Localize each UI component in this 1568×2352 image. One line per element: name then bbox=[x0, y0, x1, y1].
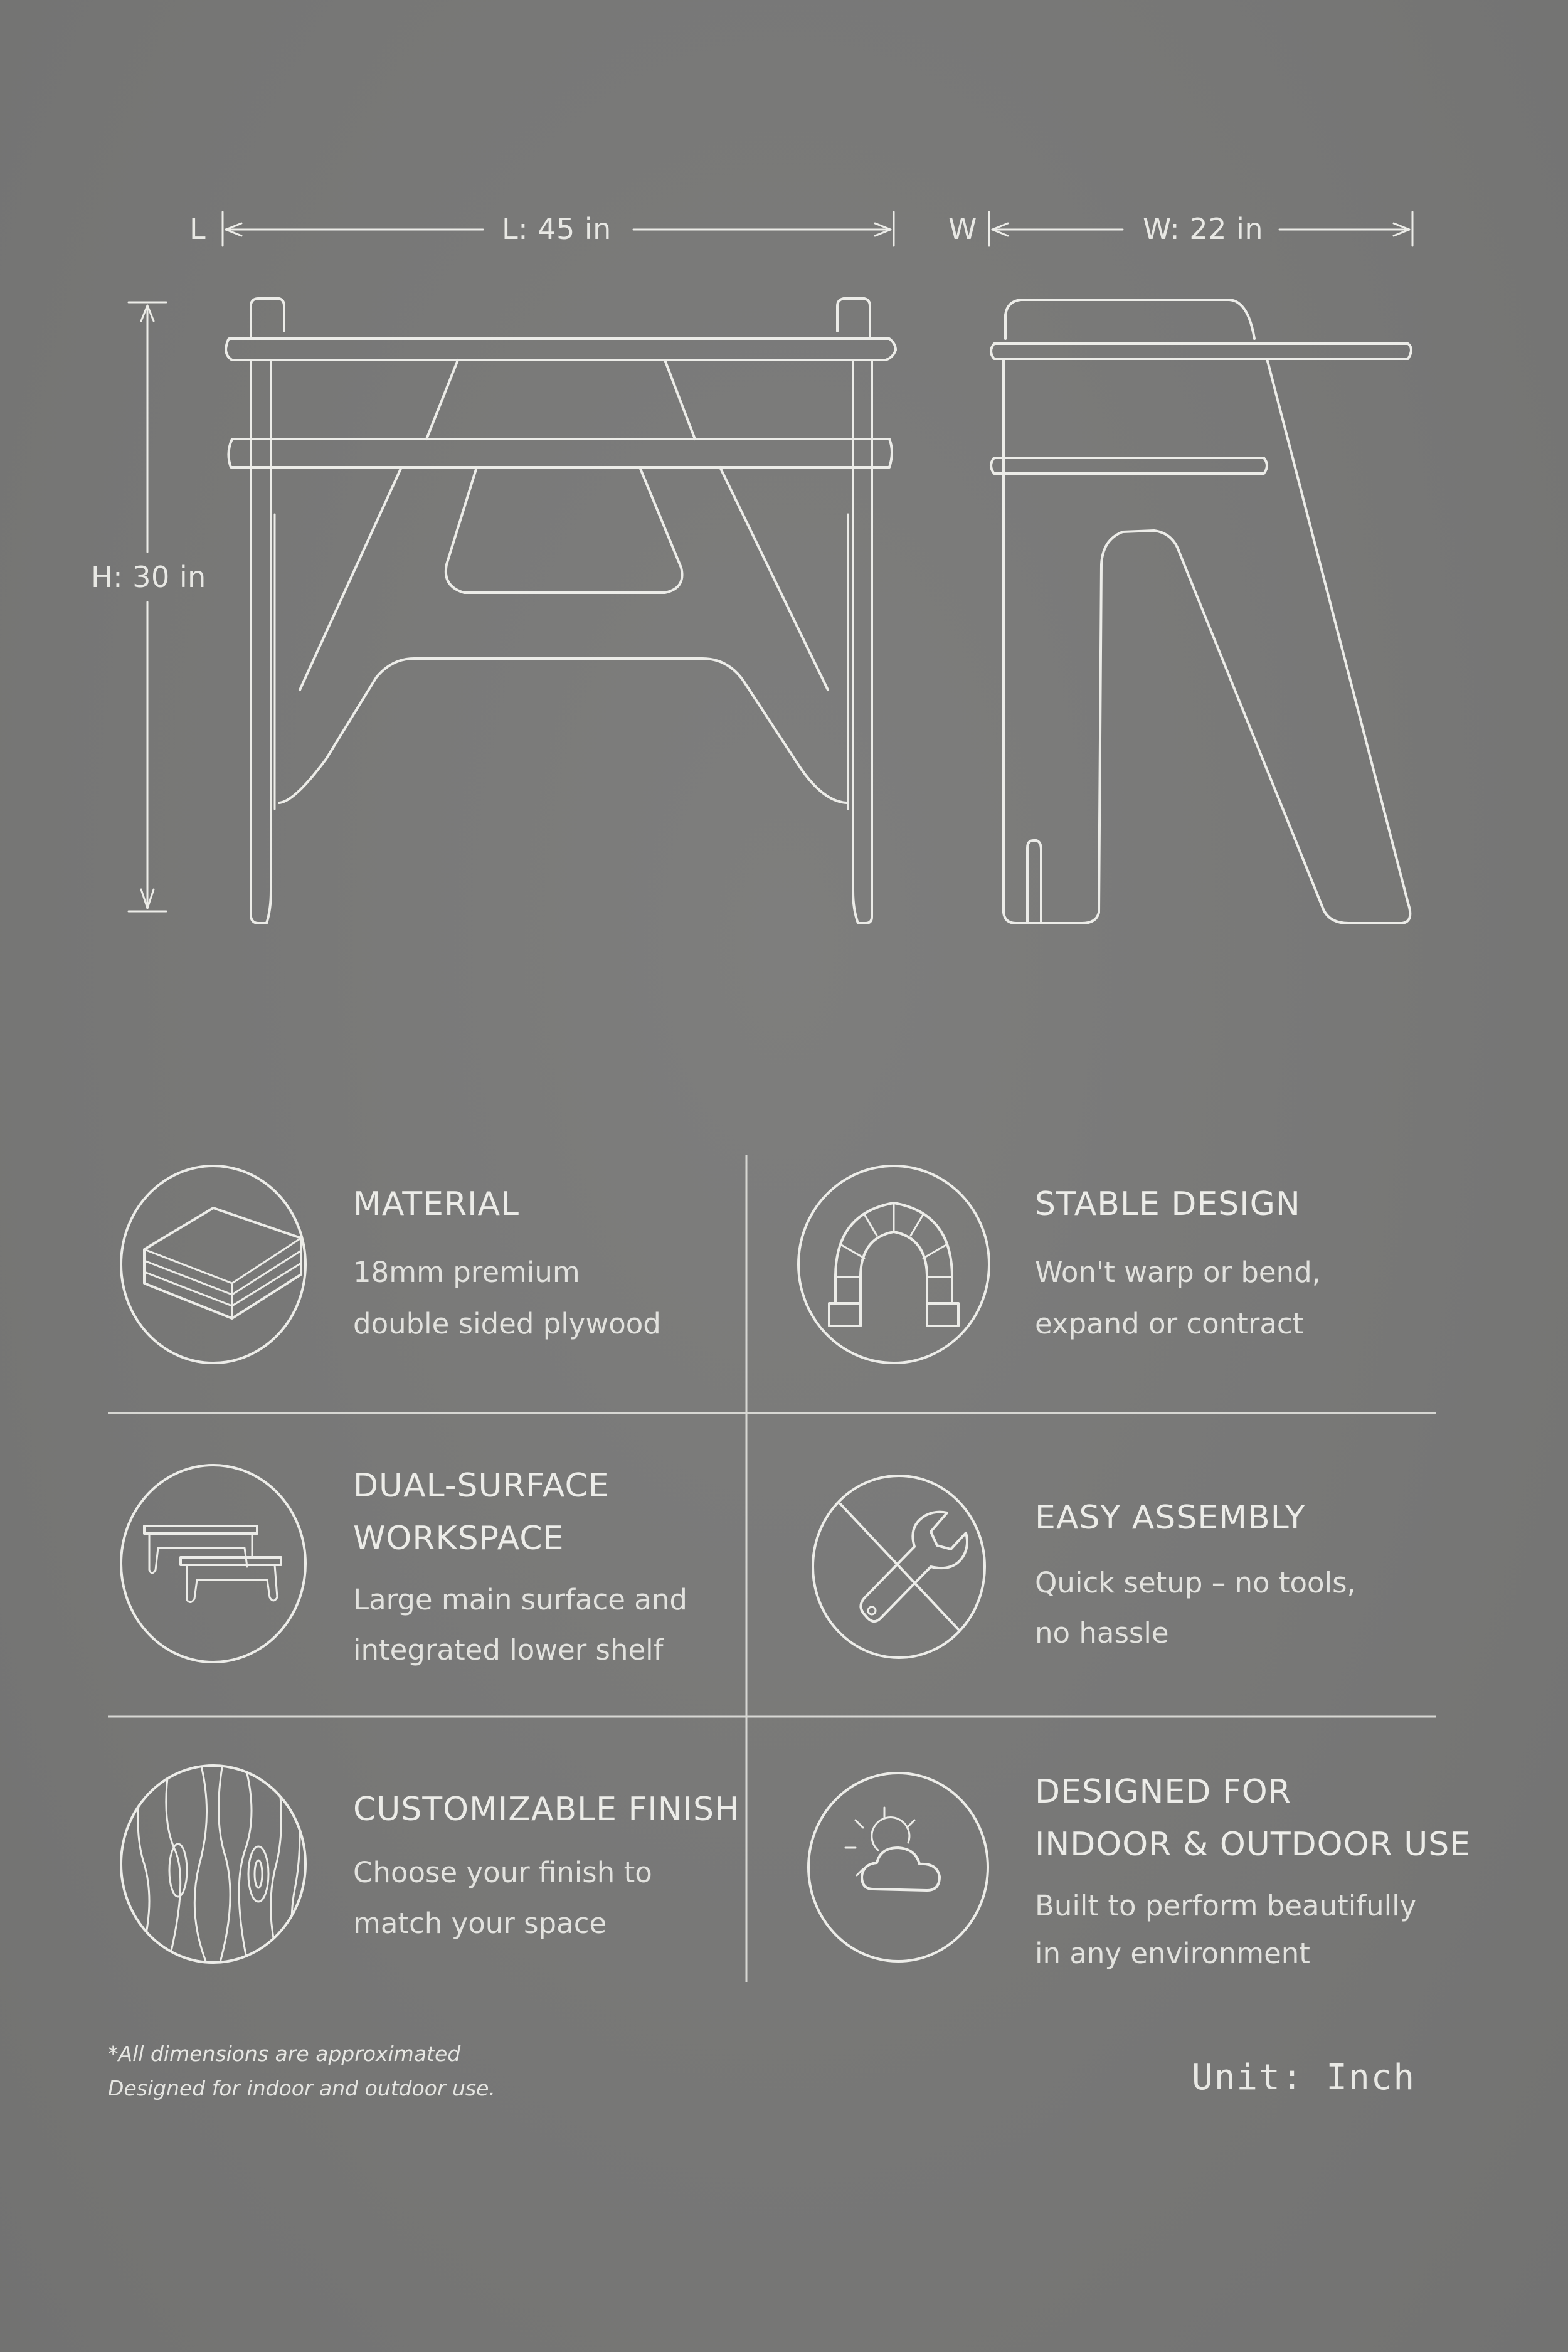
customizable-finish-title: CUSTOMIZABLE FINISH bbox=[353, 1791, 740, 1828]
side-view-table bbox=[991, 300, 1411, 923]
no-tools-icon bbox=[808, 1473, 990, 1661]
unit-label: Unit: Inch bbox=[1192, 2057, 1416, 2098]
length-label: L: 45 in bbox=[502, 212, 612, 246]
indoor-outdoor-title-line2: INDOOR & OUTDOOR USE bbox=[1035, 1826, 1471, 1863]
stone-arch-icon bbox=[797, 1164, 991, 1365]
material-desc-line2: double sided plywood bbox=[353, 1307, 661, 1340]
front-view-table bbox=[226, 299, 896, 923]
dual-surface-title-line2: WORKSPACE bbox=[353, 1520, 564, 1557]
easy-assembly-title: EASY ASSEMBLY bbox=[1035, 1499, 1306, 1537]
plywood-sheet-icon bbox=[119, 1164, 307, 1365]
dual-surface-desc-line1: Large main surface and bbox=[353, 1583, 687, 1616]
dual-surface-title-line1: DUAL-SURFACE bbox=[353, 1467, 610, 1505]
indoor-outdoor-desc-line2: in any environment bbox=[1035, 1937, 1310, 1970]
width-marker: W bbox=[948, 212, 977, 246]
customizable-finish-desc-line2: match your space bbox=[353, 1907, 607, 1940]
stable-design-desc-line2: expand or contract bbox=[1035, 1307, 1304, 1340]
material-title: MATERIAL bbox=[353, 1185, 520, 1223]
dual-surface-desc-line2: integrated lower shelf bbox=[353, 1633, 664, 1666]
footnote-use: Designed for indoor and outdoor use. bbox=[108, 2076, 495, 2100]
wood-grain-icon bbox=[119, 1764, 307, 1964]
material-desc-line1: 18mm premium bbox=[353, 1256, 580, 1289]
dimension-drawing bbox=[0, 0, 1568, 978]
length-marker: L bbox=[189, 212, 206, 246]
height-dimension-line bbox=[129, 302, 166, 911]
indoor-outdoor-title-line1: DESIGNED FOR bbox=[1035, 1773, 1291, 1811]
two-tables-icon bbox=[119, 1463, 307, 1664]
easy-assembly-desc-line1: Quick setup – no tools, bbox=[1035, 1566, 1356, 1599]
height-label: H: 30 in bbox=[91, 560, 206, 594]
footnote-dimensions: *All dimensions are approximated bbox=[108, 2042, 461, 2066]
sun-cloud-icon bbox=[804, 1770, 992, 1964]
stable-design-title: STABLE DESIGN bbox=[1035, 1185, 1301, 1223]
stable-design-desc-line1: Won't warp or bend, bbox=[1035, 1256, 1321, 1289]
customizable-finish-desc-line1: Choose your finish to bbox=[353, 1856, 652, 1889]
indoor-outdoor-desc-line1: Built to perform beautifully bbox=[1035, 1889, 1417, 1922]
width-label: W: 22 in bbox=[1143, 212, 1263, 246]
easy-assembly-desc-line2: no hassle bbox=[1035, 1616, 1169, 1650]
